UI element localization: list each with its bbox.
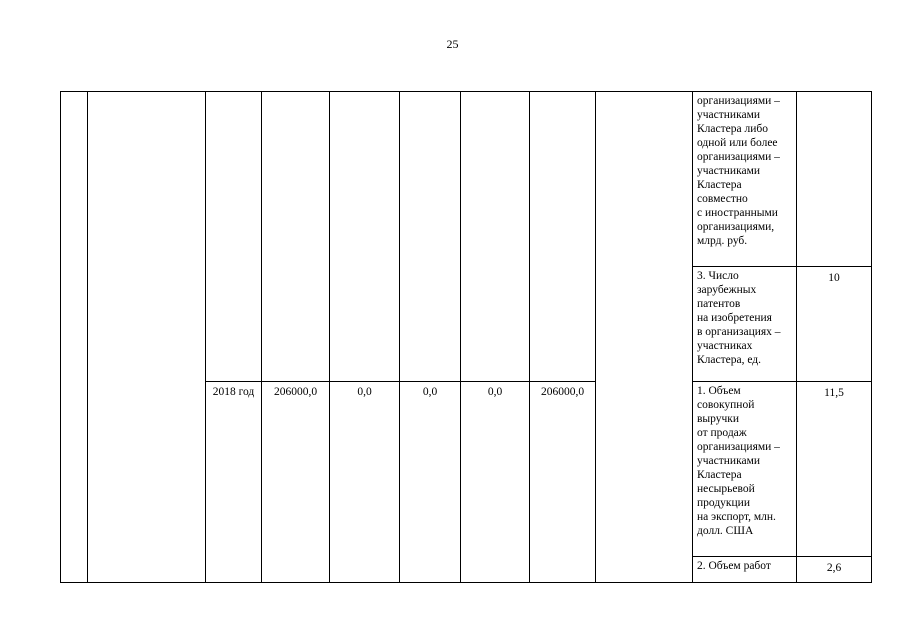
table-row-continuation <box>61 92 872 267</box>
indicator-description-cell <box>693 92 797 267</box>
funding-cell <box>400 382 461 583</box>
funding-cell-empty <box>530 92 596 382</box>
funding-value: 206000,0 <box>540 386 585 398</box>
funding-value: 0,0 <box>422 386 438 398</box>
indicator-value: 10 <box>828 272 840 284</box>
indicator-description: 1. Объем совокупной выручки от продаж организациями – участниками Кластера несырьевой продукции на экспорт, млн. долл. США <box>697 385 780 537</box>
indicator-value-cell <box>797 557 872 583</box>
indicator-description-cell <box>693 267 797 382</box>
indicator-value <box>797 92 871 96</box>
indicator-value-cell <box>797 92 872 267</box>
total-cell <box>262 382 330 583</box>
year-label: 2018 год <box>212 386 255 398</box>
funding-cell-empty <box>400 92 461 382</box>
indicator-value: 11,5 <box>824 387 844 399</box>
funding-cell <box>530 382 596 583</box>
funding-value: 0,0 <box>357 386 372 398</box>
year-cell-empty <box>206 92 262 382</box>
indicator-description-cell <box>693 557 797 583</box>
activity-name-cell <box>88 92 206 583</box>
funding-cell <box>330 382 400 583</box>
executor-cell <box>596 92 693 583</box>
funding-value: 0,0 <box>487 386 503 398</box>
funding-cell <box>461 382 530 583</box>
indicator-description: 2. Объем работ <box>697 560 771 572</box>
page-number: 25 <box>446 37 459 51</box>
total-cell-empty <box>262 92 330 382</box>
total-value: 206000,0 <box>273 386 318 398</box>
number-cell <box>61 92 88 583</box>
funding-cell-empty <box>461 92 530 382</box>
indicator-value-cell <box>797 267 872 382</box>
indicator-description: организациями – участниками Кластера либо одной или более организациями – участниками Кластера совместно с иностранными организациями, млрд. руб. <box>697 95 780 247</box>
indicator-value-cell <box>797 382 872 557</box>
program-table <box>60 91 872 583</box>
year-cell <box>206 382 262 583</box>
indicator-value: 2,6 <box>826 562 842 574</box>
indicator-description-cell <box>693 382 797 557</box>
indicator-description: 3. Число зарубежных патентов на изобретения в организациях – участниках Кластера, ед. <box>697 270 781 366</box>
funding-cell-empty <box>330 92 400 382</box>
